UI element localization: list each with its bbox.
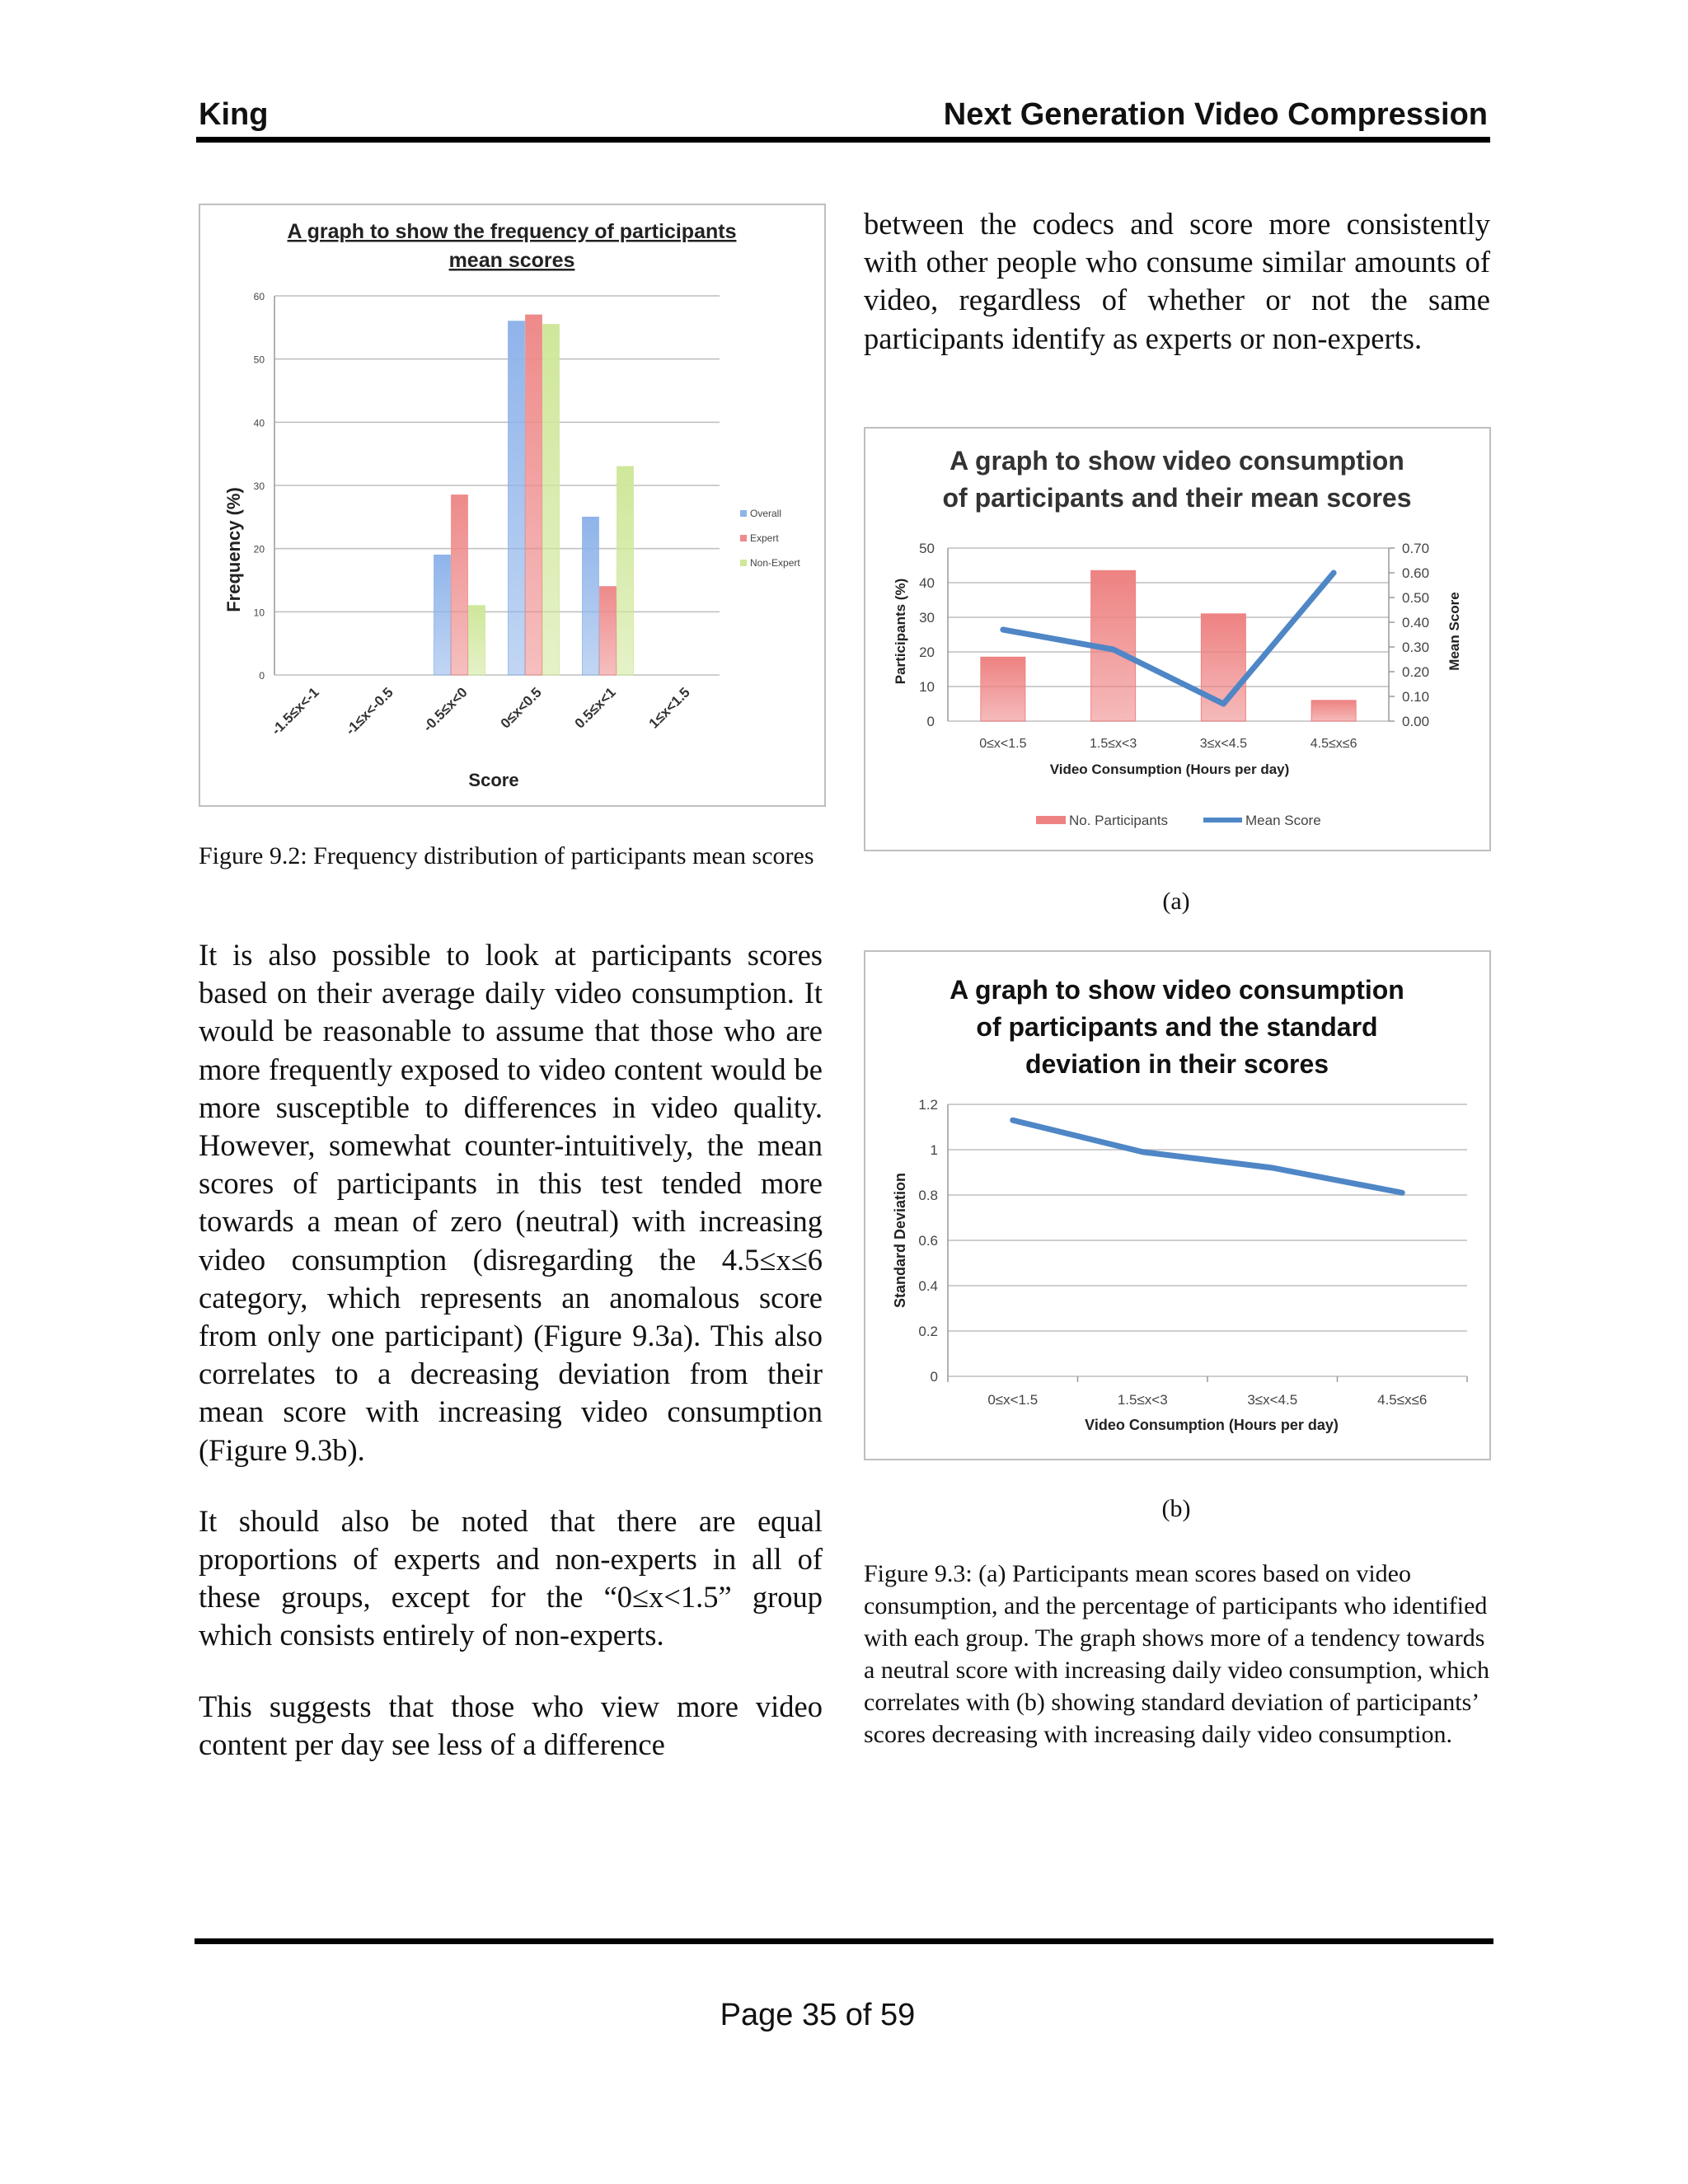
y-tick-label: 0.4 [918,1278,938,1294]
figure-9-2-svg [200,205,824,805]
running-header-title: Next Generation Video Compression [943,97,1488,132]
y-axis-label: Participants (%) [893,578,908,685]
legend-swatch [1036,816,1066,824]
right-column-text [864,205,1490,358]
y-tick-label: 60 [253,291,265,302]
x-tick-label: 0≤x<1.5 [987,1392,1039,1408]
y-tick-label: 1.2 [918,1097,938,1113]
chart-title-line1: A graph to show video consumption [950,446,1404,476]
figure-9-3b-label: (b) [1161,1495,1191,1522]
paragraph: between the codecs and score more consistently with other people who consume similar amounts of video, regardless of whether or not the same participants identify as experts or non-experts. [864,207,1490,355]
y-tick-label: 0.2 [918,1324,938,1339]
y-tick-label: 10 [919,679,935,695]
bar-overall [509,321,525,675]
legend-swatch [740,510,747,517]
legend-swatch [740,560,747,566]
figure-9-2-caption: Figure 9.2: Frequency distribution of participants mean scores [199,842,814,869]
y-axis-label: Standard Deviation [892,1172,908,1309]
bar-participants [1311,701,1356,721]
y-tick-label: 20 [919,644,935,660]
x-tick-label: 1.5≤x<3 [1089,737,1137,751]
x-tick-label: 1.5≤x<3 [1117,1392,1168,1408]
footer-rule [195,1938,1493,1944]
figure-9-2-chart [199,204,826,807]
bar-participants [981,657,1025,721]
figure-9-3b-svg [865,952,1489,1459]
line-mean-score [1003,573,1334,704]
y2-tick-label: 0.40 [1402,615,1430,630]
legend-label: Expert [750,532,779,544]
y2-tick-label: 0.10 [1402,689,1430,705]
y-tick-label: 0.6 [918,1233,938,1249]
x-tick-label: 1≤x<1.5 [645,684,693,732]
x-tick-label: 4.5≤x≤6 [1377,1392,1428,1408]
chart-title-line3: deviation in their scores [1025,1049,1329,1079]
x-axis-label: Video Consumption (Hours per day) [1085,1417,1339,1433]
y2-tick-label: 0.60 [1402,565,1430,581]
chart-title-line2: of participants and the standard [976,1012,1378,1042]
y2-tick-label: 0.30 [1402,640,1430,655]
figure-9-3a-svg [865,429,1489,850]
x-tick-label: -1.5≤x<-1 [268,684,322,738]
y-tick-label: 40 [919,575,935,591]
bar-overall [583,517,599,675]
y-tick-label: 0 [926,714,935,729]
paragraph: This suggests that those who view more video content per day see less of a difference [199,1689,823,1761]
y-axis-label: Frequency (%) [223,487,244,612]
y-tick-label: 50 [253,354,265,366]
y-tick-label: 10 [253,607,265,619]
x-axis-label: Score [468,770,519,790]
y-tick-label: 50 [919,541,935,556]
x-tick-label: -0.5≤x<0 [420,684,471,735]
x-tick-label: 0≤x<0.5 [497,684,545,732]
y-tick-label: 0.8 [918,1188,938,1203]
bar-overall [434,555,451,675]
y-tick-label: 40 [253,417,265,429]
bar-expert [600,587,617,675]
running-header-author: King [199,97,269,132]
y-tick-label: 1 [930,1142,938,1158]
x-tick-label: 0.5≤x<1 [571,684,619,732]
page-number-text: Page 35 of 59 [720,1998,916,2032]
paragraph: It should also be noted that there are equal proportions of experts and non-experts in all of these groups, except for the “0≤x<1.5” group which consists entirely of non-experts. [199,1503,823,1652]
bar-expert [526,315,542,675]
x-tick-label: -1≤x<-0.5 [342,684,396,738]
left-column-text [199,936,823,1764]
legend-label: No. Participants [1069,813,1168,828]
bar-non-expert [469,606,485,675]
figure-9-3-caption: Figure 9.3: (a) Participants mean scores based on video consumption, and the percentage of participants who identified with each group. The graph shows more of a tendency towards a neutral score with increasing daily video consumption, which correlates with (b) showing standard deviation of participants’ scores decreasing with increasing daily video consumption. [864,1560,1489,1748]
x-tick-label: 4.5≤x≤6 [1310,737,1357,751]
legend-label: Overall [750,508,782,519]
x-tick-label: 0≤x<1.5 [979,737,1027,751]
figure-9-3a-label: (a) [1162,888,1190,915]
figure-9-3a-chart [864,427,1491,851]
y2-axis-label: Mean Score [1447,592,1462,671]
figure-9-3b-chart [864,950,1491,1460]
chart-title-line1: A graph to show the frequency of participants [287,220,737,243]
legend-label: Non-Expert [750,557,800,569]
x-axis-label: Video Consumption (Hours per day) [1049,762,1290,777]
y2-tick-label: 0.00 [1402,714,1430,729]
header-rule [196,137,1490,143]
x-tick-label: 3≤x<4.5 [1199,737,1248,751]
line-standard-deviation [1013,1120,1403,1193]
y2-tick-label: 0.50 [1402,590,1430,606]
y-tick-label: 20 [253,543,265,555]
y-tick-label: 0 [259,670,265,682]
chart-title-line1: A graph to show video consumption [950,975,1404,1005]
y-tick-label: 30 [919,610,935,626]
y-tick-label: 30 [253,480,265,492]
page-number [0,1998,1688,2033]
bar-expert [452,495,468,676]
y-tick-label: 0 [930,1369,938,1385]
paragraph: It is also possible to look at participants scores based on their average daily video consumption. It would be reasonable to assume that those who are more frequently exposed to video content would be more susceptible to differences in video quality. However, somewhat counter-intuitively, the mean scores of participants in this test tended more towards a mean of zero (neutral) with increasing video consumption (disregarding the 4.5≤x≤6 category, which represents an anomalous score from only one participant) (Figure 9.3a). This also correlates to a decreasing deviation from their mean score with increasing video consumption (Figure 9.3b). [199,938,823,1467]
legend-label: Mean Score [1245,813,1321,828]
y2-tick-label: 0.70 [1402,541,1430,556]
x-tick-label: 3≤x<4.5 [1247,1392,1298,1408]
chart-title-line2: mean scores [448,249,575,272]
bar-non-expert [617,466,634,675]
chart-title-line2: of participants and their mean scores [942,483,1412,513]
y2-tick-label: 0.20 [1402,664,1430,680]
bar-non-expert [543,325,560,676]
legend-swatch [740,535,747,541]
